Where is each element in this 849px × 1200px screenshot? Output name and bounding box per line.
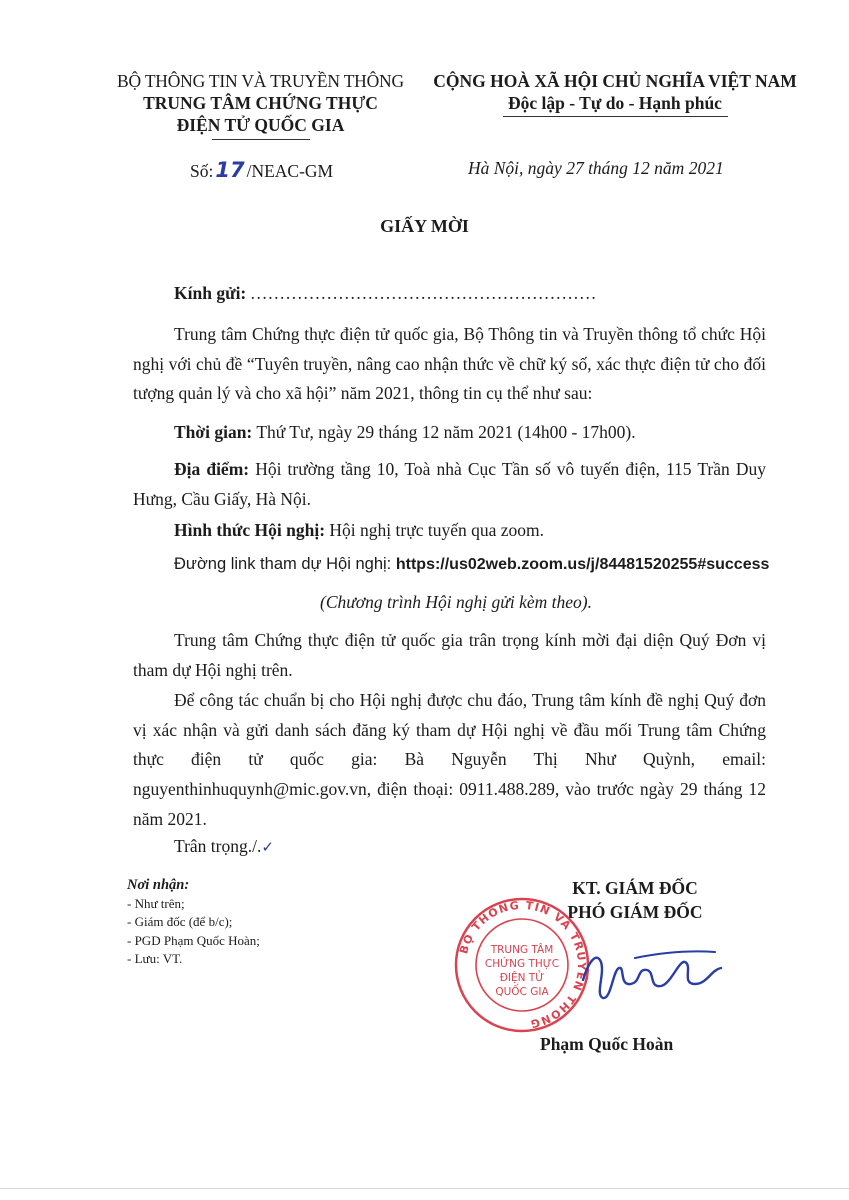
country-name: CỘNG HOÀ XÃ HỘI CHỦ NGHĨA VIỆT NAM — [433, 71, 797, 91]
recipient-item: - Như trên; — [127, 895, 185, 911]
format-label: Hình thức Hội nghị: — [174, 520, 326, 540]
signature-title-line1: KT. GIÁM ĐỐC — [572, 878, 698, 898]
zoom-link[interactable]: https://us02web.zoom.us/j/84481520255#success — [395, 556, 770, 573]
document-number-suffix: /NEAC-GM — [246, 161, 334, 181]
recipient-item: - Giám đốc (để b/c); — [127, 914, 233, 929]
seal-line4: QUỐC GIA — [495, 986, 549, 998]
official-seal-icon — [452, 895, 592, 1035]
invite-paragraph: Trung tâm Chứng thực điện tử quốc gia trân trọng kính mời đại diện Quý Đơn vị tham dự Hội nghị trên. — [133, 630, 766, 680]
issuer-underline — [212, 139, 310, 140]
recipients-heading: Nơi nhận: — [127, 877, 190, 893]
request-paragraph: Để công tác chuẩn bị cho Hội nghị được chu đáo, Trung tâm kính đề nghị Quý đơn vị xác nhận và gửi danh sách đăng ký tham dự Hội nghị về đầu mối Trung tâm Chứng thực điện tử quốc gia: Bà Nguyễn Thị Như Quỳnh, email: nguyenthinhuquynh@mic.gov.vn, điện thoại: 0911.488.289, vào trước ngày 29 tháng 12 năm 2021. — [133, 690, 766, 829]
link-label: Đường link tham dự Hội nghị: — [174, 555, 392, 573]
intro-paragraph: Trung tâm Chứng thực điện tử quốc gia, Bộ Thông tin và Truyền thông tổ chức Hội nghị với chủ đề “Tuyên truyền, nâng cao nhận thức về chữ ký số, xác thực điện tử cho đối tượng quản lý và cho xã hội” năm 2021, thông tin cụ thể như sau: — [133, 324, 766, 404]
signer-name: Phạm Quốc Hoàn — [540, 1034, 674, 1054]
document-number — [190, 158, 333, 182]
recipient-item: - Lưu: VT. — [127, 951, 183, 966]
page-bottom-divider — [0, 1188, 849, 1189]
org-name-line1: TRUNG TÂM CHỨNG THỰC — [143, 93, 378, 113]
time-label: Thời gian: — [174, 422, 253, 442]
addressee-label: Kính gửi: — [174, 283, 247, 303]
handwritten-signature-icon — [575, 940, 725, 1010]
location-label: Địa điểm: — [174, 459, 250, 479]
location-value: Hội trường tầng 10, Toà nhà Cục Tần số vô tuyến điện, 115 Trần Duy Hưng, Cầu Giấy, Hà Nội. — [133, 459, 766, 509]
signature-title-line2: PHÓ GIÁM ĐỐC — [567, 902, 703, 922]
seal-line3: ĐIỆN TỬ — [499, 972, 545, 984]
addressee-dots: ........................................................... — [250, 283, 598, 303]
seal-line2: CHỨNG THỰC — [484, 958, 560, 970]
closing-text: Trân trọng./. — [174, 836, 262, 856]
seal-line1: TRUNG TÂM — [490, 944, 554, 956]
initials-mark-icon: ✓ — [261, 838, 274, 856]
closing — [174, 836, 274, 857]
document-number-prefix: Số: — [190, 161, 214, 181]
link-line — [174, 555, 769, 574]
date-line: Hà Nội, ngày 27 tháng 12 năm 2021 — [468, 158, 724, 178]
recipients-block — [127, 876, 260, 969]
document-number-handwritten: 17 — [215, 158, 245, 182]
time-line — [133, 418, 766, 448]
ministry-name: BỘ THÔNG TIN VÀ TRUYỀN THÔNG — [117, 71, 404, 91]
national-motto: Độc lập - Tự do - Hạnh phúc — [508, 93, 722, 113]
national-header — [430, 70, 800, 117]
issuer-header — [88, 70, 433, 140]
motto-underline — [503, 116, 728, 117]
addressee — [174, 283, 597, 304]
location-line — [133, 455, 766, 514]
org-name-line2: ĐIỆN TỬ QUỐC GIA — [176, 115, 345, 135]
time-value: Thứ Tư, ngày 29 tháng 12 năm 2021 (14h00 - 17h00). — [256, 422, 636, 442]
recipient-item: - PGD Phạm Quốc Hoàn; — [127, 932, 260, 948]
program-note: (Chương trình Hội nghị gửi kèm theo). — [320, 592, 592, 612]
seal-outer-text: BỘ THÔNG TIN VÀ TRUYỀN THÔNG — [457, 898, 589, 1031]
format-line — [133, 516, 766, 546]
document-title: GIẤY MỜI — [380, 216, 469, 236]
format-value: Hội nghị trực tuyến qua zoom. — [329, 520, 544, 540]
